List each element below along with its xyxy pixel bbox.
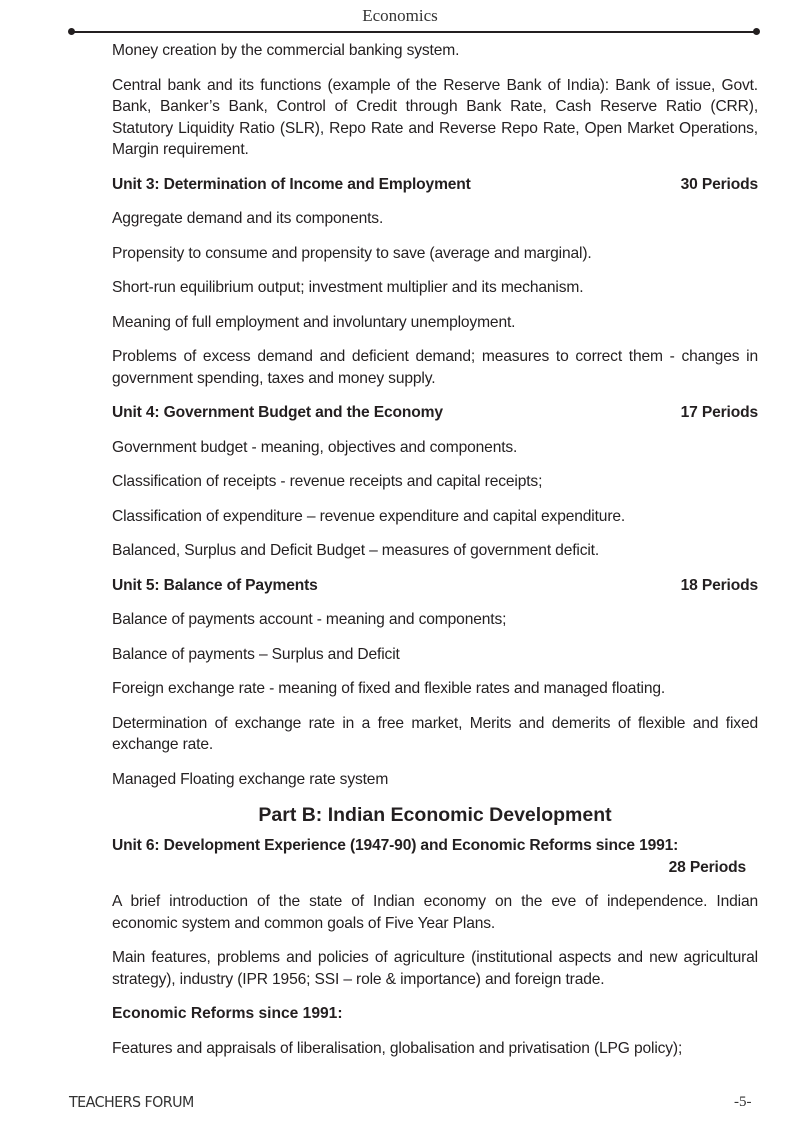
body-paragraph: Balance of payments account - meaning and components; [112,611,507,628]
body-paragraph: Government budget - meaning, objectives and components. [112,438,518,456]
unit-title: Unit 4: Government Budget and the Economy [112,404,443,421]
body-paragraph: Propensity to consume and propensity to save (average and marginal). [112,244,592,262]
unit-periods: 28 Periods [668,858,746,876]
footer-publication-name: TEACHERS FORUM [69,1093,194,1111]
body-paragraph: Classification of expenditure – revenue expenditure and capital expenditure. [112,507,626,525]
unit-periods: 30 Periods [680,175,758,193]
header-rule [71,31,757,33]
unit-heading [112,174,758,196]
body-paragraph: Balance of payments – Surplus and Deficit [112,645,400,663]
unit-periods: 18 Periods [680,576,758,594]
unit-heading [112,575,758,597]
unit-title: Unit 5: Balance of Payments [112,576,318,594]
footer-page-number: -5- [734,1094,752,1110]
body-paragraph: Short-run equilibrium output; investment multiplier and its mechanism. [112,279,584,296]
body-paragraph: Meaning of full employment and involuntary unemployment. [112,313,516,331]
part-heading: Part B: Indian Economic Development [258,804,612,826]
header-rule-right-dot [753,28,760,35]
unit-heading [112,402,758,424]
body-paragraph: A brief introduction of the state of Indian economy on the eve of independence. Indian economic system and common goals of Five Year Plans. [112,893,758,932]
unit-title: Unit 6: Development Experience (1947-90) and Economic Reforms since 1991: [112,837,679,854]
body-paragraph: Main features, problems and policies of agriculture (institutional aspects and new agricultural strategy), industry (IPR 1956; SSI – role & importance) and foreign trade. [112,949,758,988]
page-content [112,40,758,1072]
unit-periods: 17 Periods [680,404,758,421]
running-header-title: Economics [362,6,438,25]
body-paragraph: Aggregate demand and its components. [112,210,384,227]
body-paragraph: Money creation by the commercial banking system. [112,42,460,59]
body-paragraph: Managed Floating exchange rate system [112,770,389,788]
body-paragraph: Classification of receipts - revenue receipts and capital receipts; [112,473,543,490]
body-paragraph: Problems of excess demand and deficient demand; measures to correct them - changes in government spending, taxes and money supply. [112,348,758,387]
body-paragraph: Balanced, Surplus and Deficit Budget – measures of government deficit. [112,542,600,559]
body-paragraph: Determination of exchange rate in a free market, Merits and demerits of flexible and fixed exchange rate. [112,714,758,753]
body-paragraph: Features and appraisals of liberalisation, globalisation and privatisation (LPG policy); [112,1039,683,1057]
subheading: Economic Reforms since 1991: [112,1005,343,1022]
unit-title: Unit 3: Determination of Income and Employment [112,175,471,193]
unit-heading [112,835,758,878]
body-paragraph: Central bank and its functions (example of the Reserve Bank of India): Bank of issue, Govt. Bank, Banker’s Bank, Control of Credit through Bank Rate, Cash Reserve Ratio (CRR), Statutory Liquidity Ratio (SLR), Repo Rate and Reverse Repo Rate, Open Market Operations, Margin requirement. [112,76,758,158]
body-paragraph: Foreign exchange rate - meaning of fixed and flexible rates and managed floating. [112,680,666,697]
